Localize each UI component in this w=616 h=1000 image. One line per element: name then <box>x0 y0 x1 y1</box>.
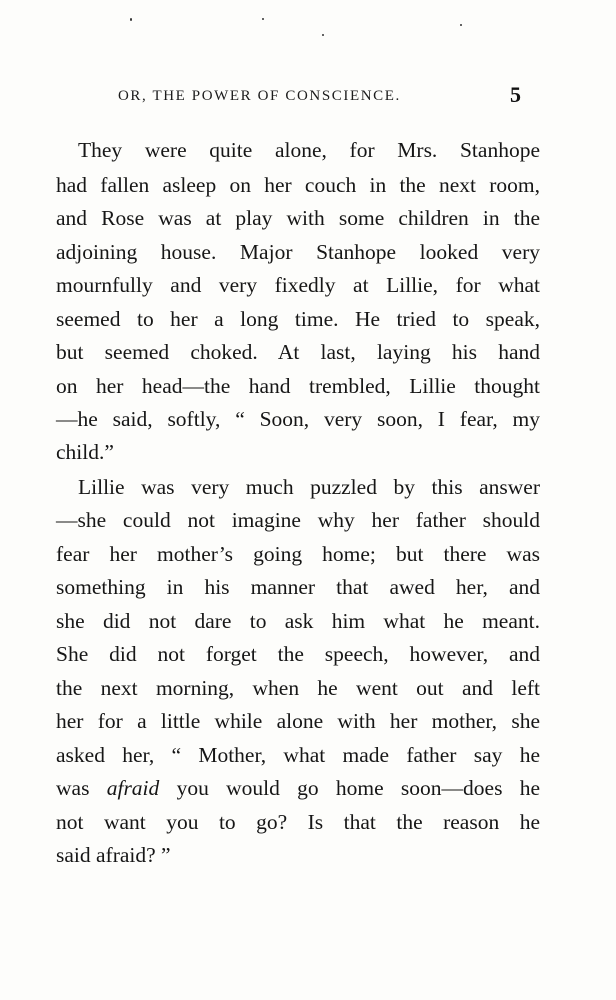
text-line: mournfully and very fixedly at Lillie, for what <box>56 273 540 297</box>
text-line: She did not forget the speech, however, and <box>56 642 540 666</box>
text-line: not want you to go? Is that the reason he <box>56 810 540 834</box>
text-line: fear her mother’s going home; but there was <box>56 542 540 566</box>
text-line: but seemed choked. At last, laying his hand <box>56 340 540 364</box>
text-line: the next morning, when he went out and left <box>56 676 540 700</box>
text-line: —he said, softly, “ Soon, very soon, I fear, my <box>56 407 540 431</box>
text-line: They were quite alone, for Mrs. Stanhope <box>78 138 540 162</box>
italic-word: afraid <box>106 776 160 800</box>
text-line <box>56 774 540 802</box>
text-line: seemed to her a long time. He tried to speak, <box>56 307 540 331</box>
text-line: asked her, “ Mother, what made father say he <box>56 743 540 767</box>
page-number: 5 <box>510 82 521 107</box>
text-line: and Rose was at play with some children in the <box>56 206 540 230</box>
text-line: child.” <box>56 440 114 464</box>
text-line: on her head—the hand trembled, Lillie thought <box>56 374 540 398</box>
text-line: her for a little while alone with her mother, she <box>56 709 540 733</box>
text-segment: was <box>56 776 107 800</box>
text-line: something in his manner that awed her, and <box>56 575 540 599</box>
text-line: adjoining house. Major Stanhope looked very <box>56 240 540 264</box>
text-line: had fallen asleep on her couch in the next room, <box>56 173 540 197</box>
running-head: OR, THE POWER OF CONSCIENCE. <box>118 88 401 104</box>
text-segment: you would go home soon—does he <box>159 776 541 800</box>
text-line: —she could not imagine why her father should <box>56 508 540 532</box>
text-line: she did not dare to ask him what he meant. <box>56 609 540 633</box>
text-line: Lillie was very much puzzled by this answer <box>78 475 540 499</box>
text-line: said afraid? ” <box>56 843 171 867</box>
